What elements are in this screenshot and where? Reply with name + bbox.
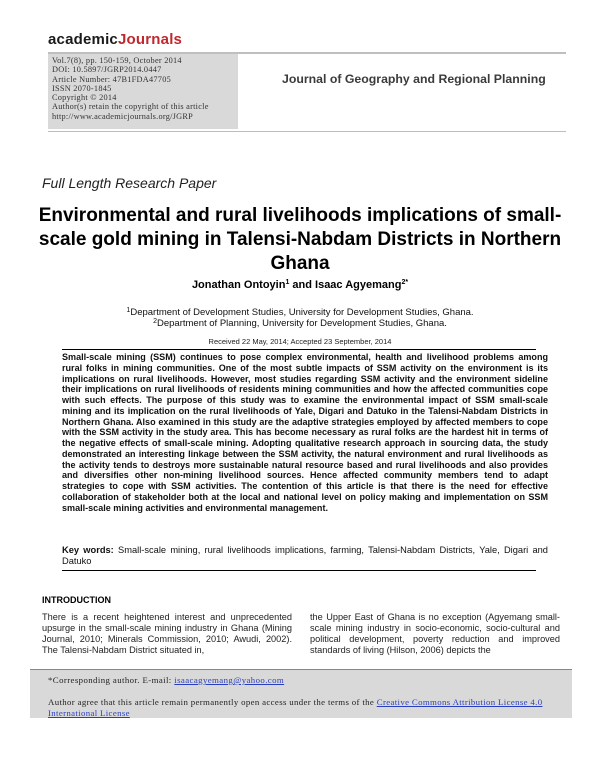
paper-type: Full Length Research Paper <box>42 175 217 191</box>
received-dates: Received 22 May, 2014; Accepted 23 September, 2014 <box>208 337 392 346</box>
author-2: Isaac Agyemang <box>315 279 402 291</box>
affiliation-2-text: Department of Planning, University for Development Studies, Ghana. <box>157 318 447 329</box>
meta-volume: Vol.7(8), pp. 150-159, October 2014 <box>52 56 182 65</box>
author-1-sup: 1 <box>285 279 290 286</box>
meta-url[interactable]: http://www.academicjournals.org/JGRP <box>52 111 194 121</box>
affiliation-1 <box>0 307 600 318</box>
meta-issn: ISSN 2070-1845 <box>52 83 112 93</box>
author-1: Jonathan Ontoyin <box>191 279 286 291</box>
header-bottom-rule <box>48 131 566 132</box>
keywords-label: Key words: <box>62 545 114 555</box>
corresponding-label: *Corresponding author. E-mail: <box>48 675 175 685</box>
license-text: Author agree that this article remain permanently open access under the terms of the <box>48 697 377 707</box>
affiliation-1-text: Department of Development Studies, University for Development Studies, Ghana. <box>130 307 474 318</box>
logo-prefix: academic <box>48 31 118 48</box>
logo-suffix: Journals <box>117 31 183 48</box>
journal-title: Journal of Geography and Regional Planning <box>282 72 546 86</box>
abstract-bottom-rule <box>62 570 536 571</box>
footer-rule <box>30 669 572 670</box>
intro-column-1: There is a recent heightened interest and unprecedented upsurge in the small-scale mining industry in Ghana (Mining Journal, 2010; Minerals Commission, 2010; Awudi, 2002). The Talensi-Nabdam District situated in, <box>42 612 292 656</box>
author-2-sup: 2* <box>401 279 409 286</box>
publisher-logo <box>48 31 182 48</box>
meta-rights: Author(s) retain the copyright of this article <box>52 102 209 112</box>
intro-column-2: the Upper East of Ghana is no exception (Agyemang small-scale mining industry in socio-economic, socio-cultural and political development, poverty reduction and improved standards of living (Hilson, 2006) depicts the <box>310 612 560 656</box>
keywords-text: Small-scale mining, rural livelihoods implications, farming, Talensi-Nabdam Districts, Yale, Digari and Datuko <box>62 545 548 566</box>
paper-title: Environmental and rural livelihoods implications of small-scale gold mining in Talensi-Nabdam Districts in Northern Ghana <box>38 205 562 274</box>
author-list <box>0 279 600 291</box>
license-note <box>48 697 568 718</box>
license-link[interactable]: Creative Commons Attribution License 4.0 International License <box>48 697 543 718</box>
email-link[interactable]: isaacagyemang@yahoo.com <box>174 675 285 685</box>
affiliation-2 <box>0 318 600 329</box>
meta-doi: DOI: 10.5897/JGRP2014.0447 <box>52 65 162 75</box>
keywords <box>62 545 548 567</box>
affiliation-2-sup: 2 <box>153 318 157 325</box>
meta-article-number: Article Number: 47B1FDA47705 <box>52 74 171 84</box>
meta-copyright: Copyright © 2014 <box>52 93 117 103</box>
section-heading: INTRODUCTION <box>42 595 111 605</box>
abstract: Small-scale mining (SSM) continues to pose complex environmental, health and livelihood problems among rural folks in mining communities. One of the most subtle impacts of SSM activity on the environment is its implications on rural livelihoods. However, most studies regarding SSM activity and the environment sideline their implications on rural livelihoods of residents mining communities and how the affected communities cope with such effects. The purpose of this study was to examine the environmental impact of SSM small-scale mining and its implication on the rural livelihoods of Yale, Digari and Datuko in the Talensi-Nabdam Districts in Northern Ghana. Also examined in this study are the adaptive strategies employed by affected members to cope with the SSM activity in the study area. This has become necessary as rural folks are the hardest hit in terms of the negative effects of small-scale mining. Adopting qualitative research approach in sourcing data, the study demonstrated an interesting linkage between the SSM activity, the natural environment and rural livelihoods as the activity tends to destroys more sustainable natural resource based and rural livelihoods and also provides and diversifies other non-mining livelihood sources. Hence affected community members tend to adapt strategies to cope with SSM activities. The contention of this article is that there is the need for effective collaboration of stakeholder both at the local and national level on policy making and implementation on SSM small-scale mining activities and environmental management. <box>62 352 548 513</box>
affiliation-1-sup: 1 <box>126 307 131 314</box>
corresponding-author <box>48 675 284 685</box>
abstract-top-rule <box>62 349 536 350</box>
article-metadata <box>52 56 240 121</box>
authors-joiner: and <box>289 279 316 291</box>
